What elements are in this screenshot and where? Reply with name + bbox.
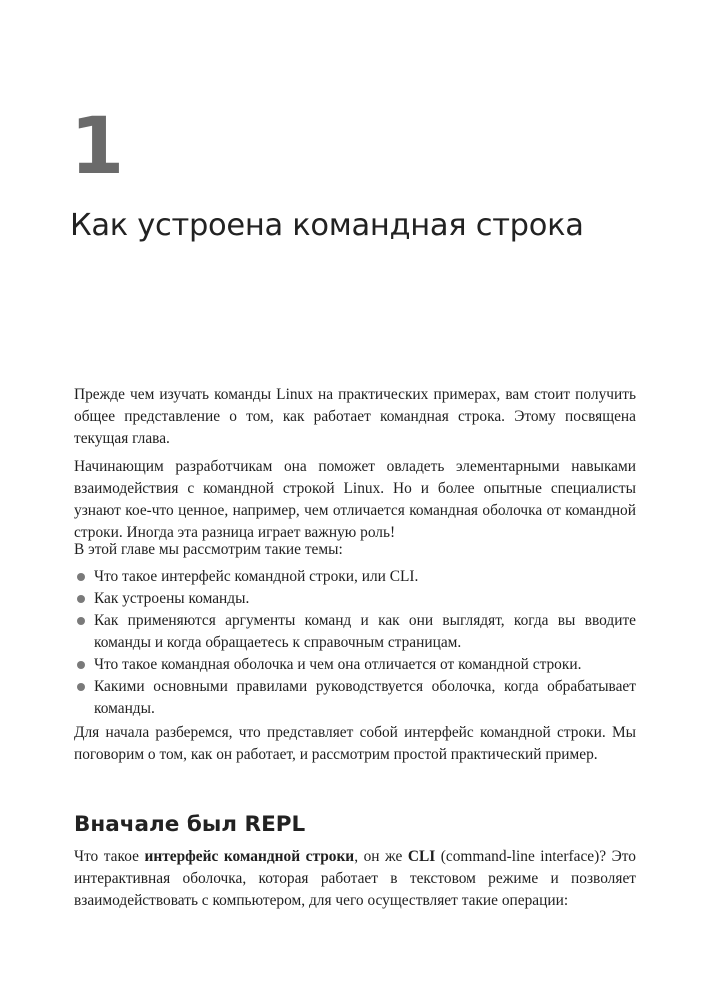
bullet-icon <box>77 683 85 691</box>
list-item: Что такое командная оболочка и чем она отличается от командной строки. <box>74 654 636 676</box>
list-item: Какими основными правилами руководствуется оболочка, когда обрабатывает команды. <box>74 676 636 720</box>
bullet-icon <box>77 617 85 625</box>
section-heading: Вначале был REPL <box>74 812 306 837</box>
intro-paragraph-3: В этой главе мы рассмотрим такие темы: <box>74 541 343 558</box>
intro-paragraph-2: Начинающим разработчикам она поможет овладеть элементарными навыками взаимодействия с командной строкой Linux. Но и более опытные специалисты узнают кое-что ценное, например, чем отличается командная оболочка от командной строки. Иногда эта разница играет важную роль! <box>74 458 636 541</box>
bullet-icon <box>77 573 85 581</box>
chapter-title: Как устроена командная строка <box>70 208 584 243</box>
intro-paragraph-1: Прежде чем изучать команды Linux на практических примерах, вам стоит получить общее представление о том, как работает командная строка. Этому посвящена текущая глава. <box>74 386 636 447</box>
list-item: Как применяются аргументы команд и как они выглядят, когда вы вводите команды и когда обращаетесь к справочным страницам. <box>74 610 636 654</box>
outro-paragraph: Для начала разберемся, что представляет собой интерфейс командной строки. Мы поговорим о том, как он работает, и рассмотрим простой практический пример. <box>74 724 636 763</box>
section-paragraph: Что такое интерфейс командной строки, он же CLI (command-line interface)? Это интерактивная оболочка, которая работает в текстовом режиме и позволяет взаимодействовать с компьютером, для чего осуществляет такие операции: <box>74 848 636 909</box>
term-cli-full: интерфейс командной строки <box>144 848 355 865</box>
list-item: Что такое интерфейс командной строки, или CLI. <box>74 566 636 588</box>
chapter-number: 1 <box>70 102 125 192</box>
term-cli: CLI <box>407 848 436 865</box>
chapter-body <box>74 384 636 784</box>
list-item: Как устроены команды. <box>74 588 636 610</box>
bullet-icon <box>77 595 85 603</box>
bullet-icon <box>77 661 85 669</box>
